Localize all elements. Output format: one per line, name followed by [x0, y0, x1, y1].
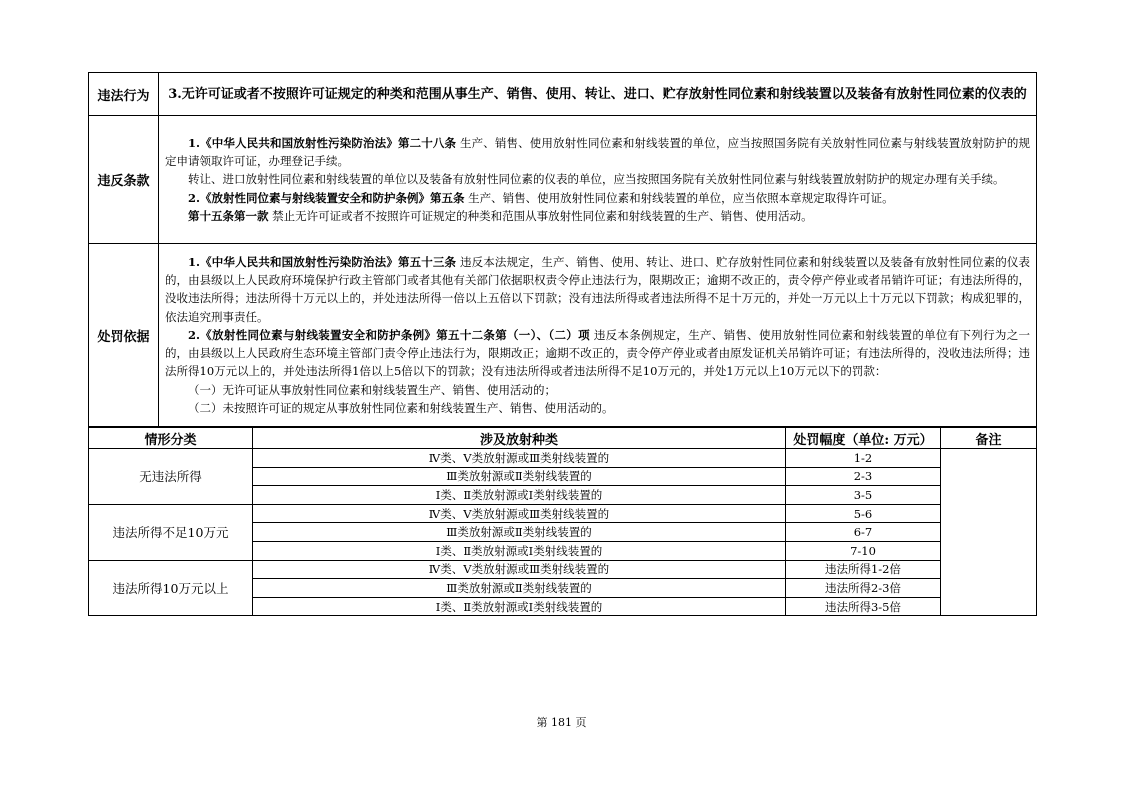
- law-citation: 第十五条第一款: [188, 208, 269, 223]
- clause-text: 生产、销售、使用放射性同位素和射线装置的单位，应当按照国务院有关放射性同位素与射线装置放射防护的规定申请领取许可证，办理登记手续。: [165, 135, 1030, 169]
- violated-paragraph-1: [165, 134, 1030, 170]
- radiation-type-cell: Ⅳ类、Ⅴ类放射源或Ⅲ类射线装置的: [253, 504, 786, 523]
- penalty-range-cell: 违法所得3-5倍: [786, 597, 941, 616]
- penalty-grid: [88, 427, 1037, 616]
- radiation-type-cell: Ⅲ类放射源或Ⅱ类射线装置的: [253, 523, 786, 542]
- radiation-type-cell: Ⅲ类放射源或Ⅱ类射线装置的: [253, 579, 786, 598]
- penalty-item-2: （二）未按照许可证的规定从事放射性同位素和射线装置生产、销售、使用活动的。: [188, 400, 614, 415]
- radiation-type-cell: Ⅰ类、Ⅱ类放射源或Ⅰ类射线装置的: [253, 597, 786, 616]
- header-remarks: 备注: [941, 428, 1037, 449]
- violation-title: 3.无许可证或者不按照许可证规定的种类和范围从事生产、销售、使用、转让、进口、贮存放射性同位素和射线装置以及装备有放射性同位素的仪表的: [159, 73, 1037, 116]
- law-citation: 2.《放射性同位素与射线装置安全和防护条例》第五条: [188, 190, 465, 205]
- violated-clause-content: [159, 116, 1037, 244]
- penalty-range-cell: 7-10: [786, 541, 941, 560]
- radiation-type-cell: Ⅳ类、Ⅴ类放射源或Ⅲ类射线装置的: [253, 449, 786, 468]
- penalty-range-cell: 1-2: [786, 449, 941, 468]
- penalty-basis-label: 处罚依据: [89, 244, 159, 427]
- category-cell: 违法所得10万元以上: [89, 560, 253, 616]
- law-citation: 2.《放射性同位素与射线装置安全和防护条例》第五十二条第（一）、（二）项: [188, 327, 590, 342]
- violated-paragraph-4: [165, 207, 1030, 225]
- penalty-range-cell: 违法所得2-3倍: [786, 579, 941, 598]
- header-radiation-type: 涉及放射种类: [253, 428, 786, 449]
- penalty-range-cell: 6-7: [786, 523, 941, 542]
- penalty-range-cell: 5-6: [786, 504, 941, 523]
- penalty-range-cell: 2-3: [786, 467, 941, 486]
- table-row: [89, 560, 1037, 579]
- header-category: 情形分类: [89, 428, 253, 449]
- radiation-type-cell: Ⅰ类、Ⅱ类放射源或Ⅰ类射线装置的: [253, 486, 786, 505]
- radiation-type-cell: Ⅳ类、Ⅴ类放射源或Ⅲ类射线装置的: [253, 560, 786, 579]
- violated-paragraph-2: 转让、进口放射性同位素和射线装置的单位以及装备有放射性同位素的仪表的单位，应当按照国务院有关放射性同位素与射线装置放射防护的规定办理有关手续。: [188, 172, 1005, 187]
- grid-header-row: [89, 428, 1037, 449]
- clause-text: 生产、销售、使用放射性同位素和射线装置的单位，应当依照本章规定取得许可证。: [464, 190, 894, 205]
- remarks-cell: [941, 449, 1037, 616]
- category-cell: 违法所得不足10万元: [89, 504, 253, 560]
- penalty-range-cell: 违法所得1-2倍: [786, 560, 941, 579]
- penalty-paragraph-1: [165, 253, 1030, 326]
- regulation-table: [88, 72, 1037, 427]
- penalty-basis-content: [159, 244, 1037, 427]
- penalty-paragraph-2: [165, 326, 1030, 381]
- law-citation: 1.《中华人民共和国放射性污染防治法》第五十三条: [188, 255, 457, 270]
- table-row: [89, 504, 1037, 523]
- clause-text: 违反本条例规定，生产、销售、使用放射性同位素和射线装置的单位有下列行为之一的，由县级以上人民政府生态环境主管部门责令停止违法行为，限期改正；逾期不改正的，责令停产停业或者由原发证机关吊销许可证；有违法所得的，没收违法所得；违法所得10万元以上的，并处违法所得1倍以上5倍以下的罚款；没有违法所得或者违法所得不足10万元的，并处1万元以上10万元以下的罚款：: [165, 327, 1030, 379]
- penalty-range-cell: 3-5: [786, 486, 941, 505]
- penalty-item-1: （一）无许可证从事放射性同位素和射线装置生产、销售、使用活动的；: [188, 382, 556, 397]
- header-penalty-range: 处罚幅度（单位: 万元）: [786, 428, 941, 449]
- category-cell: 无违法所得: [89, 449, 253, 505]
- violated-clause-label: 违反条款: [89, 116, 159, 244]
- radiation-type-cell: Ⅰ类、Ⅱ类放射源或Ⅰ类射线装置的: [253, 541, 786, 560]
- violation-label: 违法行为: [89, 73, 159, 116]
- page-number: 第 181 页: [536, 716, 587, 729]
- clause-text: 禁止无许可证或者不按照许可证规定的种类和范围从事放射性同位素和射线装置的生产、销售、使用活动。: [268, 208, 813, 223]
- clause-text: 违反本法规定，生产、销售、使用、转让、进口、贮存放射性同位素和射线装置以及装备有放射性同位素的仪表的，由县级以上人民政府环境保护行政主管部门或者其他有关部门依据职权责令停止违法行为，限期改正；逾期不改正的，责令停产停业或者吊销许可证；有违法所得的，没收违法所得；违法所得十万元以上的，并处违法所得一倍以上五倍以下罚款；没有违法所得或者违法所得不足十万元的，并处一万元以上十万元以下罚款；构成犯罪的，依法追究刑事责任。: [165, 255, 1030, 324]
- table-row: [89, 449, 1037, 468]
- violated-paragraph-3: [165, 189, 1030, 207]
- law-citation: 1.《中华人民共和国放射性污染防治法》第二十八条: [188, 135, 457, 150]
- document-sheet: [88, 72, 1036, 616]
- radiation-type-cell: Ⅲ类放射源或Ⅱ类射线装置的: [253, 467, 786, 486]
